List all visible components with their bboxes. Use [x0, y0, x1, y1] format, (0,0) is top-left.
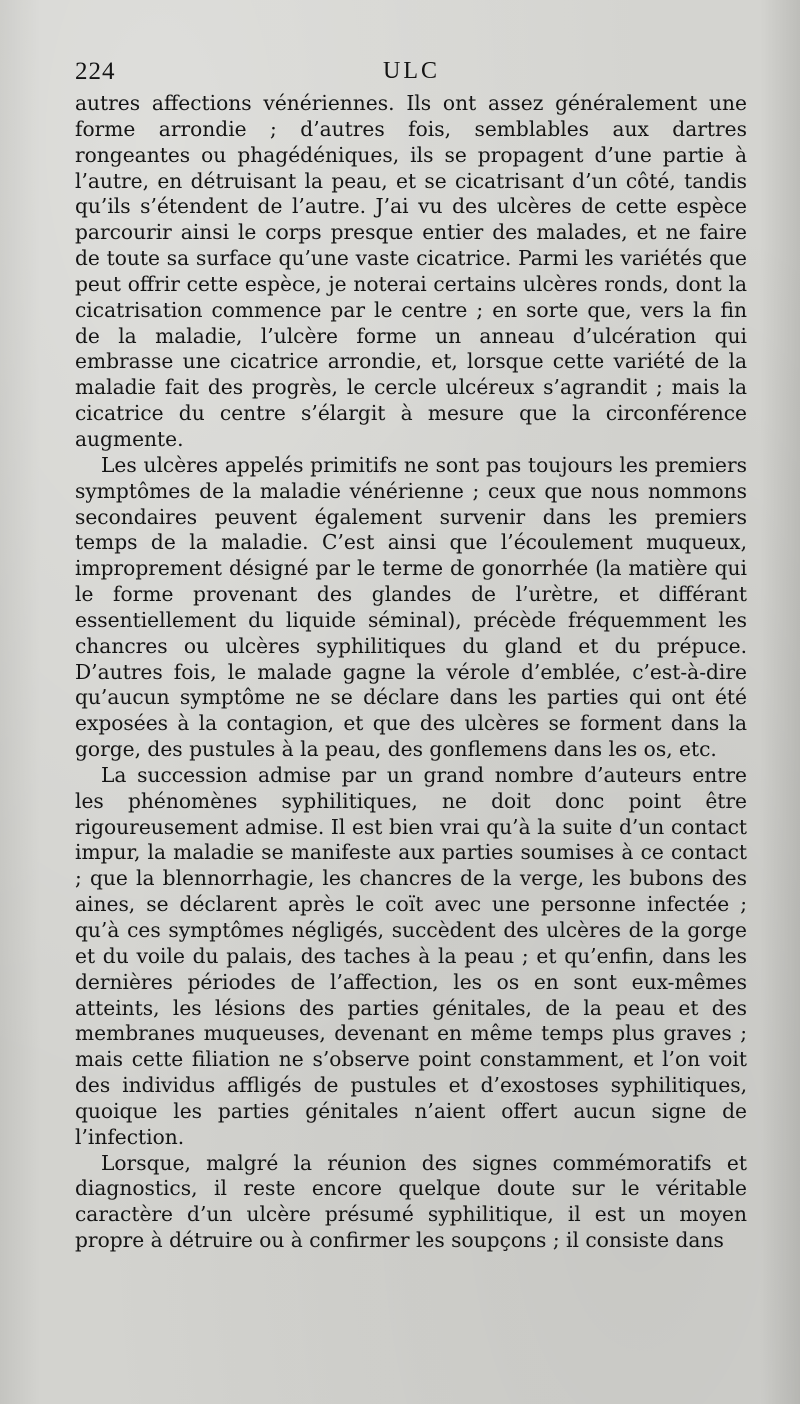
running-head [75, 58, 745, 92]
running-title: ULC [383, 58, 440, 84]
page-number: 224 [75, 58, 116, 85]
body-text [75, 91, 747, 1254]
paragraph-3: La succession admise par un grand nombre d’auteurs entre les phénomènes syphilitiques, ne doit donc point être rigoureusement admise. Il est bien vrai qu’à la suite d’un contact impur, la maladie se manifeste aux parties soumises à ce contact ; que la blennorrhagie, les chancres de la verge, les bubons des aines, se déclarent après le coït avec une personne infectée ; qu’à ces symptômes négligés, succèdent des ulcères de la gorge et du voile du palais, des taches à la peau ; et qu’enfin, dans les dernières périodes de l’affection, les os en sont eux-mêmes atteints, les lésions des parties génitales, de la peau et des membranes muqueuses, devenant en même temps plus graves ; mais cette filiation ne s’observe point constamment, et l’on voit des individus affligés de pustules et d’exostoses syphilitiques, quoique les parties génitales n’aient offert aucun signe de l’infection. [75, 762, 747, 1149]
paragraph-1: autres affections vénériennes. Ils ont assez généralement une forme arrondie ; d’autres fois, semblables aux dartres rongeantes ou phagédéniques, ils se propagent d’une partie à l’autre, en détruisant la peau, et se cicatrisant d’un côté, tandis qu’ils s’étendent de l’autre. J’ai vu des ulcères de cette espèce parcourir ainsi le corps presque entier des malades, et ne faire de toute sa surface qu’une vaste cicatrice. Parmi les variétés que peut offrir cette espèce, je noterai certains ulcères ronds, dont la cicatrisation commence par le centre ; en sorte que, vers la fin de la maladie, l’ulcère forme un anneau d’ulcération qui embrasse une cicatrice arrondie, et, lorsque cette variété de la maladie fait des progrès, le cercle ulcéreux s’agrandit ; mais la cicatrice du centre s’élargit à mesure que la circonférence augmente. [75, 91, 747, 451]
paragraph-4: Lorsque, malgré la réunion des signes commémoratifs et diagnostics, il reste encore quelque doute sur le véritable caractère d’un ulcère présumé syphilitique, il est un moyen propre à détruire ou à confirmer les soupçons ; il consiste dans [75, 1150, 747, 1253]
paragraph-2: Les ulcères appelés primitifs ne sont pas toujours les premiers symptômes de la maladie vénérienne ; ceux que nous nommons secondaires peuvent également survenir dans les premiers temps de la maladie. C’est ainsi que l’écoulement muqueux, improprement désigné par le terme de gonorrhée (la matière qui le forme provenant des glandes de l’urètre, et différant essentiellement du liquide séminal), précède fréquemment les chancres ou ulcères syphilitiques du gland et du prépuce. D’autres fois, le malade gagne la vérole d’emblée, c’est-à-dire qu’aucun symptôme ne se déclare dans les parties qui ont été exposées à la contagion, et que des ulcères se forment dans la gorge, des pustules à la peau, des gonflemens dans les os, etc. [75, 452, 747, 762]
